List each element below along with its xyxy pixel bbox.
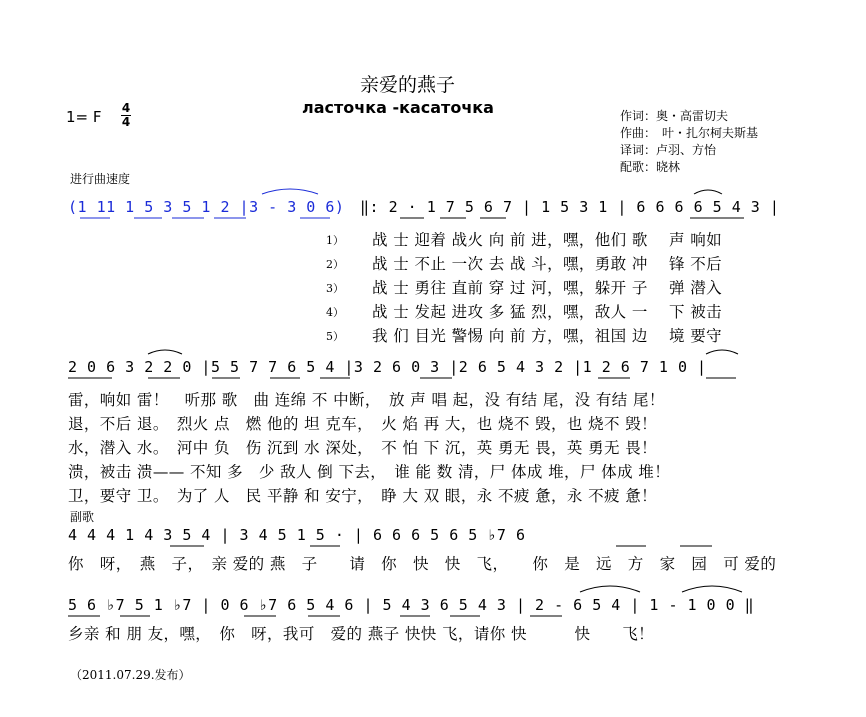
chorus-notes-row4: 5 6 ♭7 5 1 ♭7 | 0 6 ♭7 6 5 4 6 | 5 4 3 6 5 4 3 | 2 - 6 5 4 | 1 - 1 0 0 ‖ xyxy=(68,596,755,614)
verse-lyric-line: 溃，被击 溃—— 不知 多 少 敌人 倒 下去， 谁 能 数 清，尸 体成 堆，尸 体成 堆！ xyxy=(68,463,671,481)
verse-lyric-line: 退，不后 退。 烈火 点 燃 他的 坦 克车， 火 焰 再 大，也 烧不 毁，也 烧不 毁！ xyxy=(68,415,658,433)
verse-lyric-line: 雷，响如 雷！ 听那 歌 曲 连绵 不 中断， 放 声 唱 起，没 有结 尾，没 有结 尾！ xyxy=(68,391,665,409)
verse-lyric-line: 战 士 不止 一次 去 战 斗，嘿，勇敢 冲 锋 不后 xyxy=(372,255,723,273)
verse-number: 2） xyxy=(326,258,344,271)
chorus-notes-row3: 4 4 4 1 4 3 5 4 | 3 4 5 1 5 · | 6 6 6 5 6 5 ♭7 6 xyxy=(68,526,526,544)
intro-notes: (1 11 1 5 3 5 1 2 |3 - 3 0 6) xyxy=(68,198,345,216)
time-signature-top: 4 xyxy=(121,101,131,115)
composer-credit: 作曲： 叶・扎尔柯夫斯基 xyxy=(620,126,759,140)
verse-lyric-line: 战 士 发起 进攻 多 猛 烈，嘿，敌人 一 下 被击 xyxy=(372,303,723,321)
verse-lyric-line: 战 士 迎着 战火 向 前 进，嘿，他们 歌 声 响如 xyxy=(372,231,723,249)
verse-number: 4） xyxy=(326,306,344,319)
slur xyxy=(694,190,722,194)
verse-number: 1） xyxy=(326,234,344,247)
slur xyxy=(682,586,742,592)
verse-lyric-line: 卫，要守 卫。 为了 人 民 平静 和 安宁， 睁 大 双 眼，永 不疲 惫，永 不疲 惫！ xyxy=(68,487,658,505)
verse-notes-row1: ‖: 2 · 1 7 5 6 7 | 1 5 3 1 | 6 6 6 6 5 4 3 | xyxy=(360,198,780,216)
verse-lyric-line: 战 士 勇往 直前 穿 过 河，嘿，躲开 子 弹 潜入 xyxy=(372,279,723,297)
key-signature: 1= F xyxy=(66,108,102,126)
verse-lyric-line: 我 们 目光 警惕 向 前 方，嘿，祖国 边 境 要守 xyxy=(372,327,723,345)
chorus-label: 副歌 xyxy=(70,510,95,524)
translator-credit: 译词：卢羽、方怡 xyxy=(620,143,717,157)
song-subtitle: ласточка -касаточка xyxy=(302,98,494,117)
verse-number: 3） xyxy=(326,282,344,295)
lyricist-credit: 作词：奥・高雷切夫 xyxy=(620,109,729,123)
song-title: 亲爱的燕子 xyxy=(360,74,456,96)
arranger-credit: 配歌：晓林 xyxy=(620,160,681,174)
slur xyxy=(706,350,738,354)
slur xyxy=(148,350,182,354)
tempo-marking: 进行曲速度 xyxy=(70,172,131,186)
verse-number: 5） xyxy=(326,330,344,343)
chorus-lyric-line: 乡亲 和 朋 友，嘿， 你 呀，我可 爱的 燕子 快快 飞，请你 快 快 飞！ xyxy=(68,625,655,643)
intro-slur xyxy=(262,189,318,194)
chorus-lyric-line: 你 呀， 燕 子， 亲 爱的 燕 子 请 你 快 快 飞， 你 是 远 方 家 园 可 爱的 xyxy=(68,555,777,573)
slur xyxy=(580,586,640,592)
time-signature-bottom: 4 xyxy=(121,115,131,129)
verse-notes-row2: 2 0 6 3 2 2 0 |5 5 7 7 6 5 4 |3 2 6 0 3 |2 6 5 4 3 2 |1 2 6 7 1 0 | xyxy=(68,358,707,376)
verse-lyric-line: 水，潜入 水。 河中 负 伤 沉到 水 深处， 不 怕 下 沉，英 勇无 畏，英 勇无 畏！ xyxy=(68,439,658,457)
publish-note: （2011.07.29.发布） xyxy=(70,668,191,682)
